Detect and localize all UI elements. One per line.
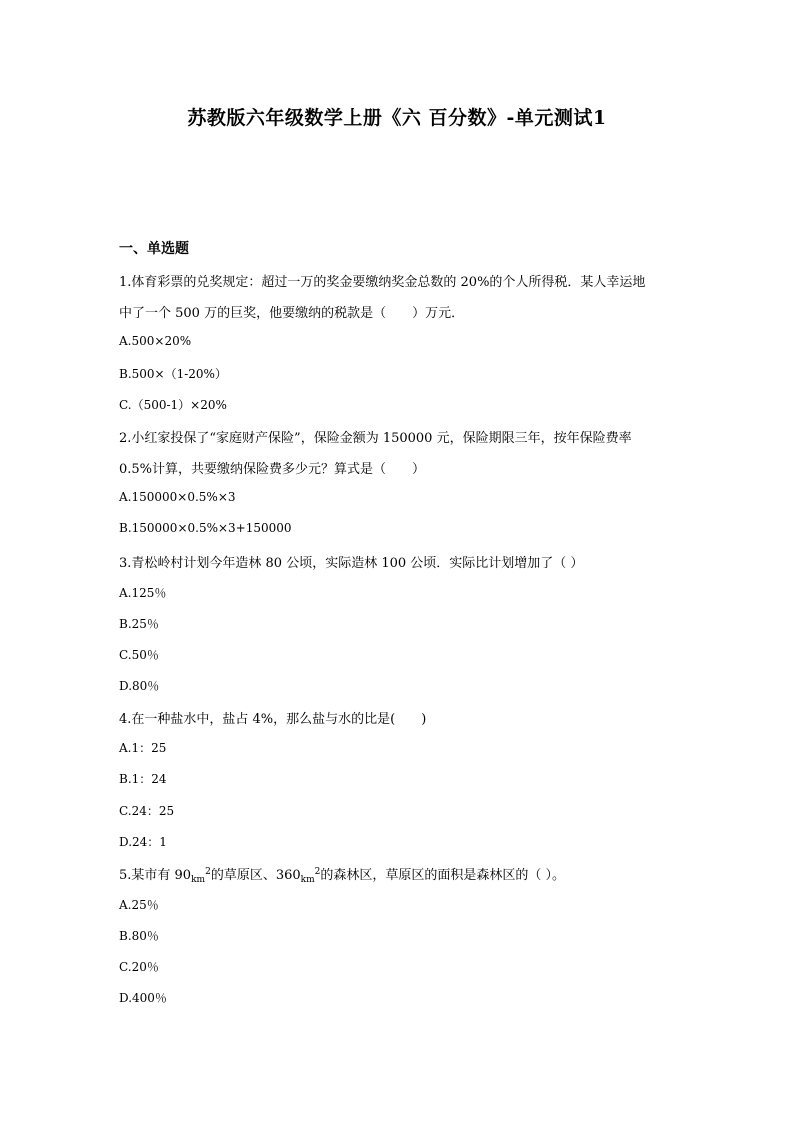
question-2-option-b: B.150000×0.5%×3+150000 — [119, 521, 292, 535]
question-3-option-b: B.25％ — [119, 617, 159, 631]
question-5-exponent: 2 — [205, 867, 211, 877]
page-title: 苏教版六年级数学上册《六 百分数》-单元测试1 — [187, 107, 607, 129]
question-3-option-c: C.50％ — [119, 648, 159, 662]
question-5-prefix: 5.某市有 90 — [119, 868, 192, 883]
question-5-unit: km — [191, 875, 206, 885]
question-2-option-a: A.150000×0.5%×3 — [119, 490, 236, 504]
question-4-option-b: B.1：24 — [119, 772, 167, 786]
question-1-line-2: 中了一个 500 万的巨奖，他要缴纳的税款是（ ）万元． — [119, 306, 465, 321]
question-5-option-d: D.400％ — [119, 991, 167, 1005]
question-1-option-c: C.（500-1）×20% — [119, 398, 227, 412]
question-2-line-1: 2.小红家投保了“家庭财产保险”，保险金额为 150000 元，保险期限三年，按年保险费率 — [119, 431, 632, 446]
section-heading: 一、单选题 — [119, 241, 189, 257]
question-3-option-a: A.125％ — [119, 586, 167, 600]
question-5-option-b: B.80％ — [119, 929, 159, 943]
question-3-option-d: D.80％ — [119, 679, 160, 693]
question-5-suffix: 的森林区，草原区的面积是森林区的（ ）。 — [320, 868, 566, 883]
question-1-option-a: A.500×20% — [119, 334, 192, 348]
question-1-line-1: 1.体育彩票的兑奖规定：超过一万的奖金要缴纳奖金总数的 20%的个人所得税．某人幸运地 — [119, 275, 646, 290]
question-2-line-2: 0.5%计算，共要缴纳保险费多少元？算式是（ ） — [119, 462, 426, 477]
question-5-unit-2: km — [300, 875, 315, 885]
question-5-exponent-2: 2 — [314, 867, 321, 877]
question-5-option-a: A.25％ — [119, 898, 159, 912]
question-5-line-1 — [119, 864, 565, 885]
question-4-option-d: D.24：1 — [119, 835, 167, 849]
question-1-option-b: B.500×（1-20%） — [119, 367, 227, 381]
question-3-line-1: 3.青松岭村计划今年造林 80 公顷，实际造林 100 公顷．实际比计划增加了（ ） — [119, 556, 584, 571]
question-4-option-c: C.24：25 — [119, 804, 175, 818]
question-4-option-a: A.1：25 — [119, 741, 167, 755]
question-5-option-c: C.20％ — [119, 960, 159, 974]
question-4-line-1: 4.在一种盐水中，盐占 4%，那么盐与水的比是( ) — [119, 712, 427, 727]
question-5-middle: 的草原区、360 — [210, 868, 301, 883]
